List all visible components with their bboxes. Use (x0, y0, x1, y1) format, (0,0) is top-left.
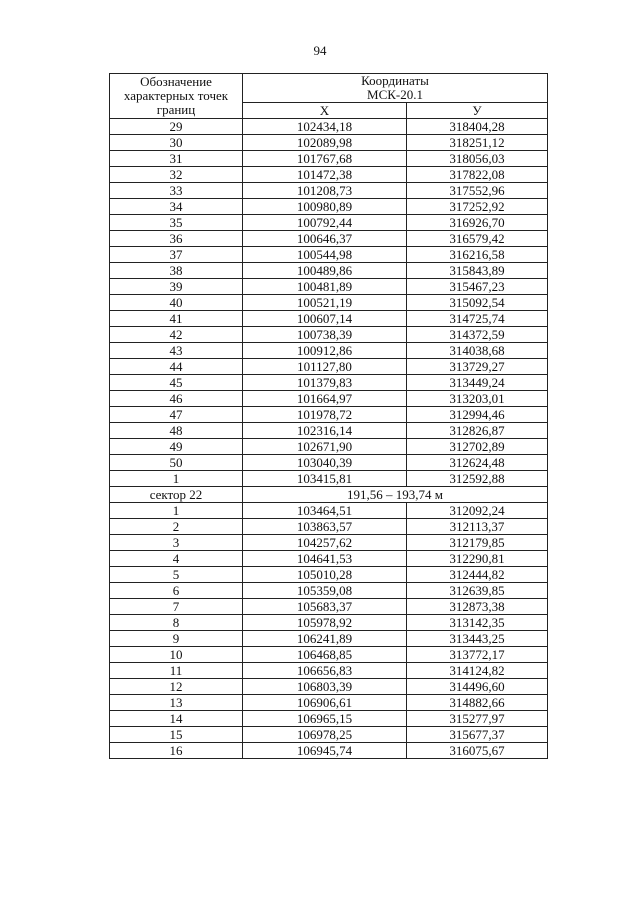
y-coordinate-cell: 316075,67 (407, 743, 548, 759)
y-coordinate-cell: 318251,12 (407, 135, 548, 151)
point-number-cell: 43 (110, 343, 243, 359)
x-coordinate-cell: 106803,39 (243, 679, 407, 695)
point-number-cell: 40 (110, 295, 243, 311)
y-coordinate-cell: 314124,82 (407, 663, 548, 679)
x-coordinate-cell: 100607,14 (243, 311, 407, 327)
y-coordinate-cell: 317252,92 (407, 199, 548, 215)
table-row (110, 151, 548, 167)
point-number-cell: 14 (110, 711, 243, 727)
table-row (110, 679, 548, 695)
point-number-cell: 38 (110, 263, 243, 279)
table-row (110, 391, 548, 407)
table-row (110, 663, 548, 679)
table-row (110, 375, 548, 391)
x-coordinate-cell: 101127,80 (243, 359, 407, 375)
x-coordinate-cell: 100792,44 (243, 215, 407, 231)
point-number-cell: 10 (110, 647, 243, 663)
point-number-cell: 39 (110, 279, 243, 295)
y-coordinate-cell: 312826,87 (407, 423, 548, 439)
header-point-designation-line: Обозначение (140, 74, 212, 89)
table-body (110, 119, 548, 759)
table-row (110, 327, 548, 343)
y-coordinate-cell: 315092,54 (407, 295, 548, 311)
point-number-cell: 2 (110, 519, 243, 535)
y-coordinate-cell: 312639,85 (407, 583, 548, 599)
x-coordinate-cell: 106468,85 (243, 647, 407, 663)
table-row (110, 519, 548, 535)
y-coordinate-cell: 312113,37 (407, 519, 548, 535)
table-row (110, 359, 548, 375)
y-coordinate-cell: 314372,59 (407, 327, 548, 343)
header-y: У (407, 103, 548, 119)
point-number-cell: 44 (110, 359, 243, 375)
x-coordinate-cell: 100521,19 (243, 295, 407, 311)
table-row (110, 455, 548, 471)
x-coordinate-cell: 106978,25 (243, 727, 407, 743)
table-row (110, 631, 548, 647)
x-coordinate-cell: 106656,83 (243, 663, 407, 679)
point-number-cell: 46 (110, 391, 243, 407)
x-coordinate-cell: 100980,89 (243, 199, 407, 215)
table-row (110, 183, 548, 199)
x-coordinate-cell: 106965,15 (243, 711, 407, 727)
x-coordinate-cell: 106241,89 (243, 631, 407, 647)
point-number-cell: 30 (110, 135, 243, 151)
table-row (110, 599, 548, 615)
y-coordinate-cell: 315277,97 (407, 711, 548, 727)
y-coordinate-cell: 312702,89 (407, 439, 548, 455)
point-number-cell: 50 (110, 455, 243, 471)
y-coordinate-cell: 314725,74 (407, 311, 548, 327)
table-row (110, 247, 548, 263)
y-coordinate-cell: 316926,70 (407, 215, 548, 231)
point-number-cell: 7 (110, 599, 243, 615)
y-coordinate-cell: 315843,89 (407, 263, 548, 279)
table-header-row (110, 74, 548, 103)
y-coordinate-cell: 313443,25 (407, 631, 548, 647)
header-coordinates (243, 74, 548, 103)
point-number-cell: 8 (110, 615, 243, 631)
point-number-cell: 4 (110, 551, 243, 567)
y-coordinate-cell: 312444,82 (407, 567, 548, 583)
y-coordinate-cell: 313203,01 (407, 391, 548, 407)
point-number-cell: 15 (110, 727, 243, 743)
table-row (110, 615, 548, 631)
header-point-designation-line: границ (156, 102, 196, 117)
point-number-cell: 41 (110, 311, 243, 327)
page-number: 94 (313, 43, 327, 58)
table-row (110, 231, 548, 247)
point-number-cell: 9 (110, 631, 243, 647)
table-row (110, 583, 548, 599)
table-row (110, 503, 548, 519)
table-row (110, 551, 548, 567)
y-coordinate-cell: 317822,08 (407, 167, 548, 183)
table-row (110, 423, 548, 439)
table-row (110, 263, 548, 279)
x-coordinate-cell: 105683,37 (243, 599, 407, 615)
coordinates-table (109, 73, 548, 759)
y-coordinate-cell: 318404,28 (407, 119, 548, 135)
header-point-designation (110, 74, 243, 119)
table-row (110, 311, 548, 327)
table-row (110, 439, 548, 455)
x-coordinate-cell: 105359,08 (243, 583, 407, 599)
point-number-cell: 42 (110, 327, 243, 343)
x-coordinate-cell: 104257,62 (243, 535, 407, 551)
table-row (110, 695, 548, 711)
point-number-cell: 6 (110, 583, 243, 599)
x-coordinate-cell: 101664,97 (243, 391, 407, 407)
point-number-cell: 36 (110, 231, 243, 247)
point-number-cell: 33 (110, 183, 243, 199)
x-coordinate-cell: 103040,39 (243, 455, 407, 471)
table-row (110, 567, 548, 583)
x-coordinate-cell: 106945,74 (243, 743, 407, 759)
table-row (110, 743, 548, 759)
x-coordinate-cell: 101767,68 (243, 151, 407, 167)
y-coordinate-cell: 314038,68 (407, 343, 548, 359)
point-number-cell: 1 (110, 503, 243, 519)
y-coordinate-cell: 312994,46 (407, 407, 548, 423)
x-coordinate-cell: 105010,28 (243, 567, 407, 583)
point-number-cell: 11 (110, 663, 243, 679)
point-number-cell: 31 (110, 151, 243, 167)
y-coordinate-cell: 316579,42 (407, 231, 548, 247)
x-coordinate-cell: 101978,72 (243, 407, 407, 423)
y-coordinate-cell: 315467,23 (407, 279, 548, 295)
y-coordinate-cell: 313772,17 (407, 647, 548, 663)
header-coordinate-system: МСК-20.1 (367, 87, 423, 102)
x-coordinate-cell: 103863,57 (243, 519, 407, 535)
header-coordinates-title: Координаты (361, 73, 429, 88)
x-coordinate-cell: 100481,89 (243, 279, 407, 295)
table-row (110, 119, 548, 135)
x-coordinate-cell: 101472,38 (243, 167, 407, 183)
x-coordinate-cell: 100489,86 (243, 263, 407, 279)
table-row (110, 407, 548, 423)
table-row (110, 295, 548, 311)
point-number-cell: 37 (110, 247, 243, 263)
y-coordinate-cell: 317552,96 (407, 183, 548, 199)
x-coordinate-cell: 101208,73 (243, 183, 407, 199)
point-number-cell: 3 (110, 535, 243, 551)
point-number-cell: 1 (110, 471, 243, 487)
point-number-cell: 35 (110, 215, 243, 231)
y-coordinate-cell: 314496,60 (407, 679, 548, 695)
x-coordinate-cell: 102671,90 (243, 439, 407, 455)
table-row (110, 647, 548, 663)
sector-range: 191,56 – 193,74 м (243, 487, 548, 503)
y-coordinate-cell: 312092,24 (407, 503, 548, 519)
sector-row (110, 487, 548, 503)
x-coordinate-cell: 102434,18 (243, 119, 407, 135)
point-number-cell: 34 (110, 199, 243, 215)
point-number-cell: 47 (110, 407, 243, 423)
x-coordinate-cell: 100738,39 (243, 327, 407, 343)
x-coordinate-cell: 103415,81 (243, 471, 407, 487)
point-number-cell: 5 (110, 567, 243, 583)
table-row (110, 215, 548, 231)
table-row (110, 535, 548, 551)
point-number-cell: 13 (110, 695, 243, 711)
y-coordinate-cell: 312873,38 (407, 599, 548, 615)
y-coordinate-cell: 313729,27 (407, 359, 548, 375)
point-number-cell: 12 (110, 679, 243, 695)
x-coordinate-cell: 106906,61 (243, 695, 407, 711)
x-coordinate-cell: 103464,51 (243, 503, 407, 519)
y-coordinate-cell: 315677,37 (407, 727, 548, 743)
point-number-cell: 16 (110, 743, 243, 759)
point-number-cell: 32 (110, 167, 243, 183)
header-x: Х (243, 103, 407, 119)
table-row (110, 471, 548, 487)
sector-label: сектор 22 (110, 487, 243, 503)
y-coordinate-cell: 318056,03 (407, 151, 548, 167)
y-coordinate-cell: 312179,85 (407, 535, 548, 551)
x-coordinate-cell: 102089,98 (243, 135, 407, 151)
point-number-cell: 49 (110, 439, 243, 455)
y-coordinate-cell: 316216,58 (407, 247, 548, 263)
table-row (110, 167, 548, 183)
point-number-cell: 48 (110, 423, 243, 439)
y-coordinate-cell: 314882,66 (407, 695, 548, 711)
y-coordinate-cell: 313449,24 (407, 375, 548, 391)
table-row (110, 135, 548, 151)
x-coordinate-cell: 100912,86 (243, 343, 407, 359)
y-coordinate-cell: 312290,81 (407, 551, 548, 567)
point-number-cell: 29 (110, 119, 243, 135)
x-coordinate-cell: 100646,37 (243, 231, 407, 247)
y-coordinate-cell: 313142,35 (407, 615, 548, 631)
y-coordinate-cell: 312592,88 (407, 471, 548, 487)
table-row (110, 343, 548, 359)
x-coordinate-cell: 102316,14 (243, 423, 407, 439)
x-coordinate-cell: 101379,83 (243, 375, 407, 391)
x-coordinate-cell: 104641,53 (243, 551, 407, 567)
y-coordinate-cell: 312624,48 (407, 455, 548, 471)
table-row (110, 711, 548, 727)
x-coordinate-cell: 100544,98 (243, 247, 407, 263)
header-point-designation-line: характерных точек (123, 88, 229, 103)
x-coordinate-cell: 105978,92 (243, 615, 407, 631)
point-number-cell: 45 (110, 375, 243, 391)
table-row (110, 279, 548, 295)
table-row (110, 199, 548, 215)
table-row (110, 727, 548, 743)
